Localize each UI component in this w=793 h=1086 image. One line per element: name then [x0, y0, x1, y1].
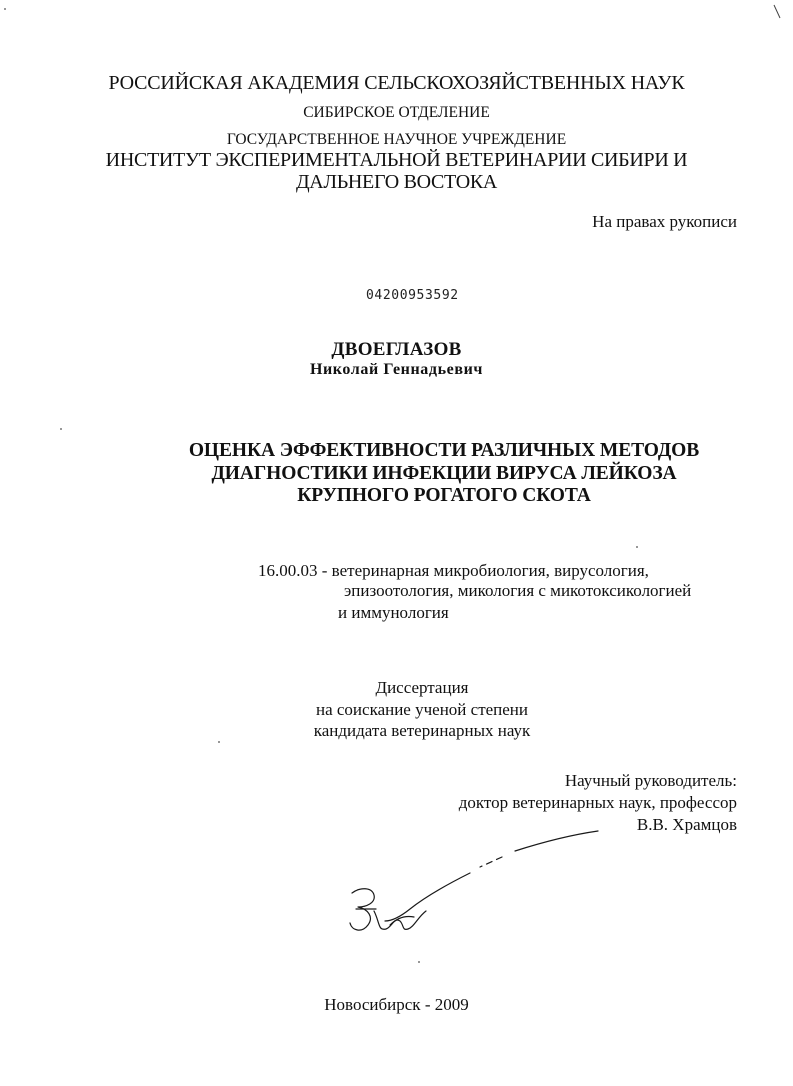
scan-speck	[418, 961, 420, 963]
degree-name: кандидата ветеринарных наук	[313, 721, 531, 740]
specialty-line3: и иммунология	[338, 603, 449, 622]
title-line3: КРУПНОГО РОГАТОГО СКОТА	[297, 485, 591, 506]
author-surname: ДВОЕГЛАЗОВ	[331, 339, 462, 360]
registration-code: 04200953592	[366, 288, 459, 303]
scan-mark	[772, 4, 782, 20]
dissertation-title	[188, 440, 700, 508]
supervisor-label: Научный руководитель:	[564, 771, 737, 790]
institution-type: ГОСУДАРСТВЕННОЕ НАУЧНОЕ УЧРЕЖДЕНИЕ	[226, 131, 567, 148]
specialty-line1: 16.00.03 - ветеринарная микробиология, вирусология,	[258, 561, 649, 580]
branch-name: СИБИРСКОЕ ОТДЕЛЕНИЕ	[303, 104, 490, 121]
dissertation-degree-block	[272, 677, 572, 742]
supervisor-degree: доктор ветеринарных наук, профессор	[458, 793, 737, 812]
city-and-year: Новосибирск - 2009	[324, 995, 469, 1014]
author-signature	[330, 825, 620, 950]
scan-speck	[4, 8, 6, 10]
title-line1: ОЦЕНКА ЭФФЕКТИВНОСТИ РАЗЛИЧНЫХ МЕТОДОВ	[188, 440, 700, 461]
dissertation-label: Диссертация	[375, 678, 469, 697]
manuscript-rights-note: На правах рукописи	[592, 212, 737, 231]
specialty-line2: эпизоотология, микология с микотоксикологией	[344, 581, 692, 600]
institute-name-line1: ИНСТИТУТ ЭКСПЕРИМЕНТАЛЬНОЙ ВЕТЕРИНАРИИ СИБИРИ И	[105, 149, 688, 171]
supervisor-name: В.В. Храмцов	[636, 815, 737, 834]
institute-name-line2: ДАЛЬНЕГО ВОСТОКА	[295, 171, 498, 193]
scan-speck	[60, 428, 62, 430]
title-line2: ДИАГНОСТИКИ ИНФЕКЦИИ ВИРУСА ЛЕЙКОЗА	[211, 462, 677, 484]
author-given-names: Николай Геннадьевич	[309, 361, 484, 378]
academy-name: РОССИЙСКАЯ АКАДЕМИЯ СЕЛЬСКОХОЗЯЙСТВЕННЫХ НАУК	[108, 72, 685, 94]
degree-purpose: на соискание ученой степени	[315, 699, 529, 719]
scan-speck	[636, 546, 638, 548]
scan-speck	[218, 741, 220, 743]
